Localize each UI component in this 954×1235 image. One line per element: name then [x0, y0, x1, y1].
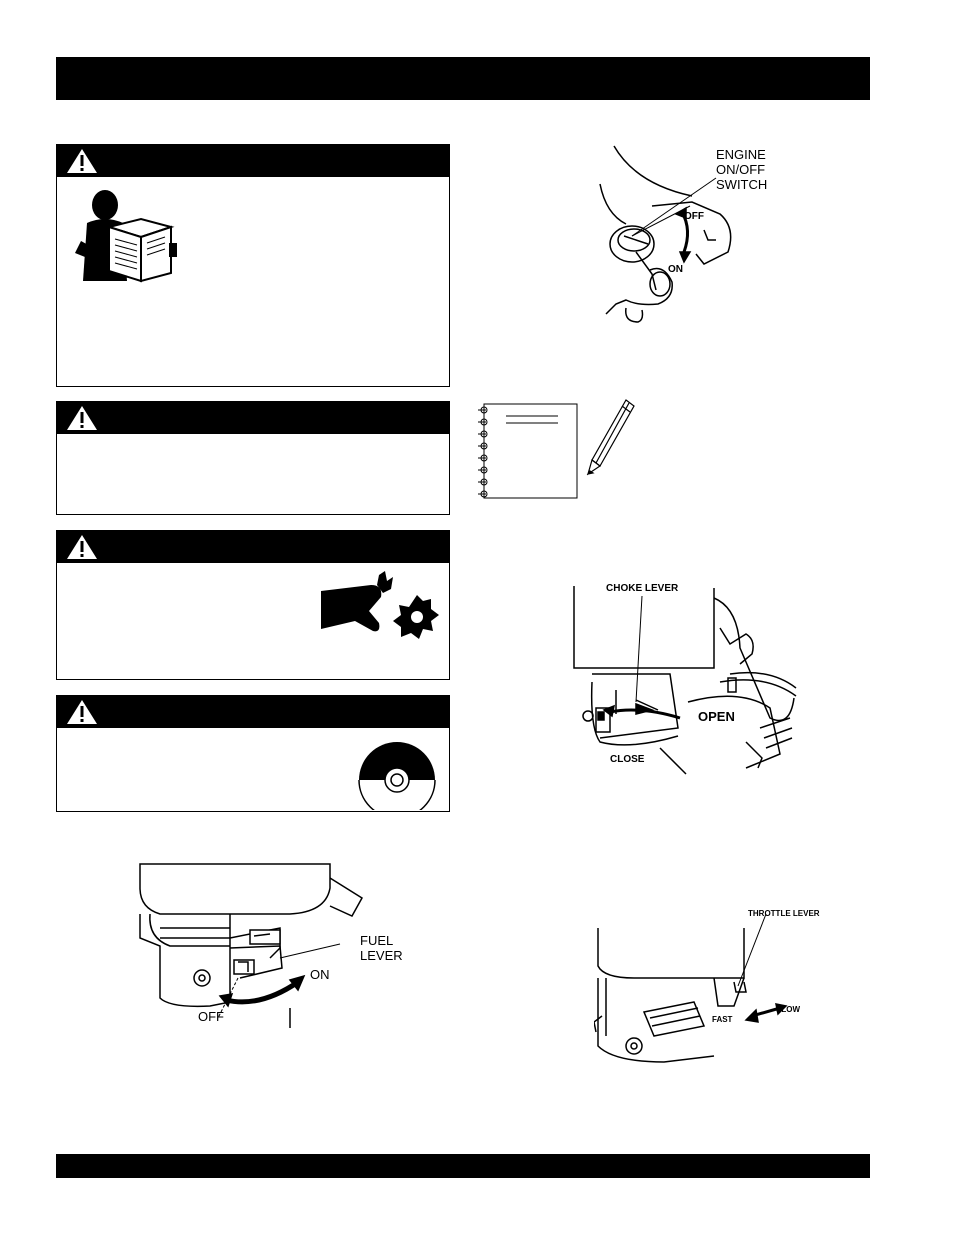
- warning-header: [57, 531, 449, 563]
- warning-header: [57, 696, 449, 728]
- engine-switch-label-1: ENGINE: [716, 147, 766, 162]
- hand-cut-icon: [319, 571, 443, 655]
- choke-lever-label: CHOKE LEVER: [606, 583, 679, 594]
- fuel-lever-on-label: ON: [310, 967, 330, 982]
- engine-switch-label-2: ON/OFF: [716, 162, 766, 177]
- warning-box-read-manual: [56, 144, 450, 387]
- throttle-lever-label: THROTTLE LEVER: [748, 909, 820, 918]
- fuel-lever-label-2: LEVER: [360, 948, 403, 963]
- throttle-figure: [594, 906, 834, 1066]
- choke-figure: [570, 578, 810, 778]
- fuel-lever-label-1: FUEL: [360, 933, 394, 948]
- fuel-lever-off-label: OFF: [198, 1009, 224, 1024]
- footer-bar: [56, 1154, 870, 1178]
- warning-box-2: [56, 401, 450, 515]
- warning-box-blade: [56, 695, 450, 812]
- warning-triangle-icon: [65, 533, 99, 561]
- choke-close-label: CLOSE: [610, 754, 645, 765]
- warning-triangle-icon: [65, 147, 99, 175]
- throttle-fast-label: FAST: [712, 1015, 733, 1024]
- blade-icon: [353, 736, 443, 810]
- engine-switch-figure: [596, 144, 768, 324]
- throttle-slow-label: SLOW: [776, 1005, 800, 1014]
- choke-open-label: OPEN: [698, 709, 735, 724]
- warning-header: [57, 402, 449, 434]
- read-manual-icon: [69, 189, 179, 283]
- engine-switch-on-label: ON: [668, 264, 683, 275]
- warning-box-hand-cut: [56, 530, 450, 680]
- warning-triangle-icon: [65, 698, 99, 726]
- pencil-icon: [580, 396, 640, 476]
- fuel-lever-figure: [130, 858, 420, 1028]
- warning-triangle-icon: [65, 404, 99, 432]
- engine-switch-label-3: SWITCH: [716, 177, 768, 192]
- engine-switch-off-label: OFF: [684, 211, 704, 222]
- warning-header: [57, 145, 449, 177]
- header-bar: [56, 57, 870, 100]
